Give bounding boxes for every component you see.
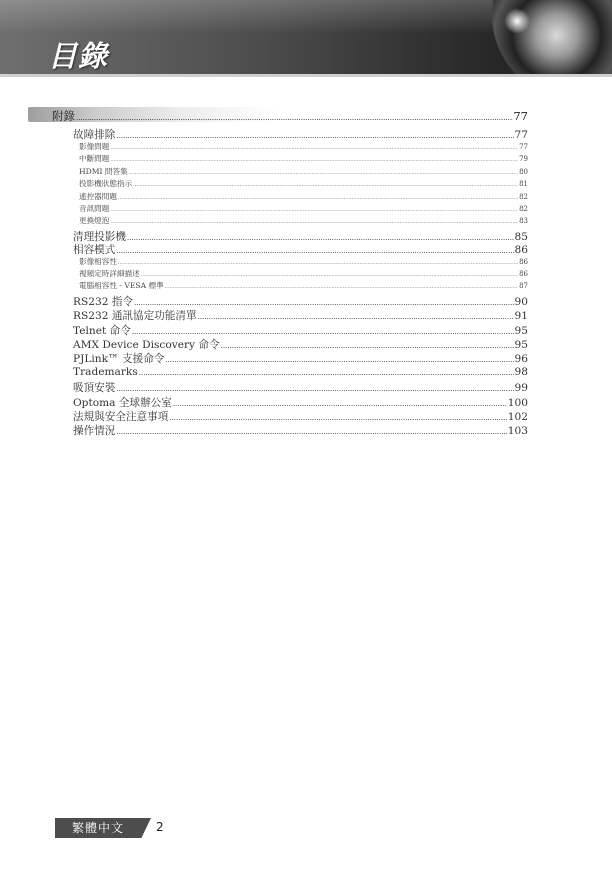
toc-dot-leader xyxy=(110,219,518,225)
toc-dot-leader xyxy=(116,247,513,255)
toc-entry[interactable] xyxy=(52,108,528,124)
toc-entry[interactable] xyxy=(73,366,528,378)
toc-entry[interactable] xyxy=(79,280,528,291)
toc-dot-leader xyxy=(127,234,514,242)
toc-entry-title: PJLink™ 支援命令 xyxy=(73,353,165,365)
toc-dot-leader xyxy=(116,428,506,436)
toc-entry-title: 法規與安全注意事項 xyxy=(73,411,169,423)
toc-entry[interactable] xyxy=(79,268,528,279)
toc-entry-title: Trademarks xyxy=(73,366,138,378)
toc-entry[interactable] xyxy=(79,166,528,177)
toc-entry-title: 更換燈泡 xyxy=(79,216,110,225)
toc-entry-page: 103 xyxy=(507,425,528,437)
toc-entry-page: 80 xyxy=(519,168,528,176)
toc-entry-title: RS232 指令 xyxy=(73,296,134,308)
toc-entry-title: Telnet 命令 xyxy=(73,325,131,337)
toc-dot-leader xyxy=(116,132,513,140)
toc-entry-title: RS232 通訊協定功能清單 xyxy=(73,310,197,322)
toc-entry-title: 故障排除 xyxy=(73,129,116,141)
toc-entry-page: 77 xyxy=(513,109,528,123)
toc-dot-leader xyxy=(110,207,518,213)
toc-entry-title: 影像相容性 xyxy=(79,257,117,266)
toc-entry-page: 95 xyxy=(514,339,528,351)
toc-entry[interactable] xyxy=(79,141,528,152)
toc-entry-title: HDMI 問答集 xyxy=(79,167,128,176)
toc-entry-page: 77 xyxy=(519,143,528,151)
toc-entry-title: 相容模式 xyxy=(73,244,116,256)
toc-entry[interactable] xyxy=(79,215,528,226)
toc-dot-leader xyxy=(139,369,514,377)
toc-entry-title: 視頻定時詳細描述 xyxy=(79,269,140,278)
toc-entry[interactable] xyxy=(79,153,528,164)
toc-entry-title: 音訊問題 xyxy=(79,204,110,213)
toc-entry-title: 吸頂安裝 xyxy=(73,382,116,394)
toc-entry[interactable] xyxy=(73,409,528,424)
toc-entry-page: 86 xyxy=(519,258,528,266)
toc-entry-page: 81 xyxy=(519,180,528,188)
toc-dot-leader xyxy=(173,400,507,408)
toc-entry-title: 影像問題 xyxy=(79,142,110,151)
toc-dot-leader xyxy=(198,313,514,321)
toc-entry[interactable] xyxy=(73,242,528,257)
toc-entry[interactable] xyxy=(79,178,528,189)
toc-dot-leader xyxy=(169,414,506,422)
toc-entry[interactable] xyxy=(73,380,528,395)
footer-page-number: 2 xyxy=(156,820,164,834)
toc-entry-page: 98 xyxy=(514,366,528,378)
toc-entry[interactable] xyxy=(79,191,528,202)
toc-entry-page: 85 xyxy=(514,231,528,243)
toc-dot-leader xyxy=(118,195,518,201)
footer-language-label: 繁體中文 xyxy=(71,821,124,835)
toc-entry[interactable] xyxy=(73,351,528,366)
toc-entry-page: 79 xyxy=(519,155,528,163)
toc-dot-leader xyxy=(129,170,518,176)
toc-entry-page: 83 xyxy=(519,217,528,225)
toc-dot-leader xyxy=(118,260,518,266)
toc-dot-leader xyxy=(165,356,513,364)
toc-entry-title: 投影機狀態指示 xyxy=(79,179,133,188)
toc-entry[interactable] xyxy=(73,423,528,438)
toc-entry-title: 中斷問題 xyxy=(79,154,110,163)
toc-entry[interactable] xyxy=(79,203,528,214)
toc-dot-leader xyxy=(76,114,512,122)
toc-entry-title: 操作情況 xyxy=(73,425,116,437)
toc-dot-leader xyxy=(133,182,518,188)
toc-entry[interactable] xyxy=(73,308,528,323)
toc-entry-page: 102 xyxy=(507,411,528,423)
toc-dot-leader xyxy=(141,272,518,278)
toc-entry-title: 清理投影機 xyxy=(73,231,126,243)
toc-entry-title: 附錄 xyxy=(52,109,75,123)
toc-entry[interactable] xyxy=(73,323,528,338)
toc-dot-leader xyxy=(116,385,513,393)
toc-entry-page: 77 xyxy=(514,129,528,141)
toc-entry-title: Optoma 全球辦公室 xyxy=(73,397,172,409)
toc-entry-page: 100 xyxy=(507,397,528,409)
toc-entry-page: 86 xyxy=(514,244,528,256)
toc-dot-leader xyxy=(132,328,514,336)
toc-entry-title: 遙控器問題 xyxy=(79,192,117,201)
toc-entry-page: 87 xyxy=(519,282,528,290)
header-banner xyxy=(0,0,612,74)
header-divider xyxy=(0,74,612,77)
toc-entry[interactable] xyxy=(73,337,528,352)
toc-dot-leader xyxy=(221,342,514,350)
toc-entry-page: 90 xyxy=(514,296,528,308)
toc-entry-page: 86 xyxy=(519,270,528,278)
toc-entry[interactable] xyxy=(79,256,528,267)
toc-entry-title: 電腦相容性 - VESA 標準 xyxy=(79,281,164,290)
lens-glint xyxy=(504,8,530,34)
toc-entry-page: 82 xyxy=(519,193,528,201)
toc-entry[interactable] xyxy=(73,127,528,142)
toc-dot-leader xyxy=(110,145,518,151)
toc-entry[interactable] xyxy=(73,294,528,309)
toc-entry-page: 91 xyxy=(514,310,528,322)
toc-entry-title: AMX Device Discovery 命令 xyxy=(73,339,220,351)
page-title: 目錄 xyxy=(48,39,109,73)
toc-dot-leader xyxy=(165,284,518,290)
toc-entry-page: 95 xyxy=(514,325,528,337)
toc-entry-page: 96 xyxy=(514,353,528,365)
toc-dot-leader xyxy=(110,157,518,163)
toc-entry-page: 82 xyxy=(519,205,528,213)
toc-entry[interactable] xyxy=(73,395,528,410)
toc-entry-page: 99 xyxy=(514,382,528,394)
toc-dot-leader xyxy=(134,299,514,307)
